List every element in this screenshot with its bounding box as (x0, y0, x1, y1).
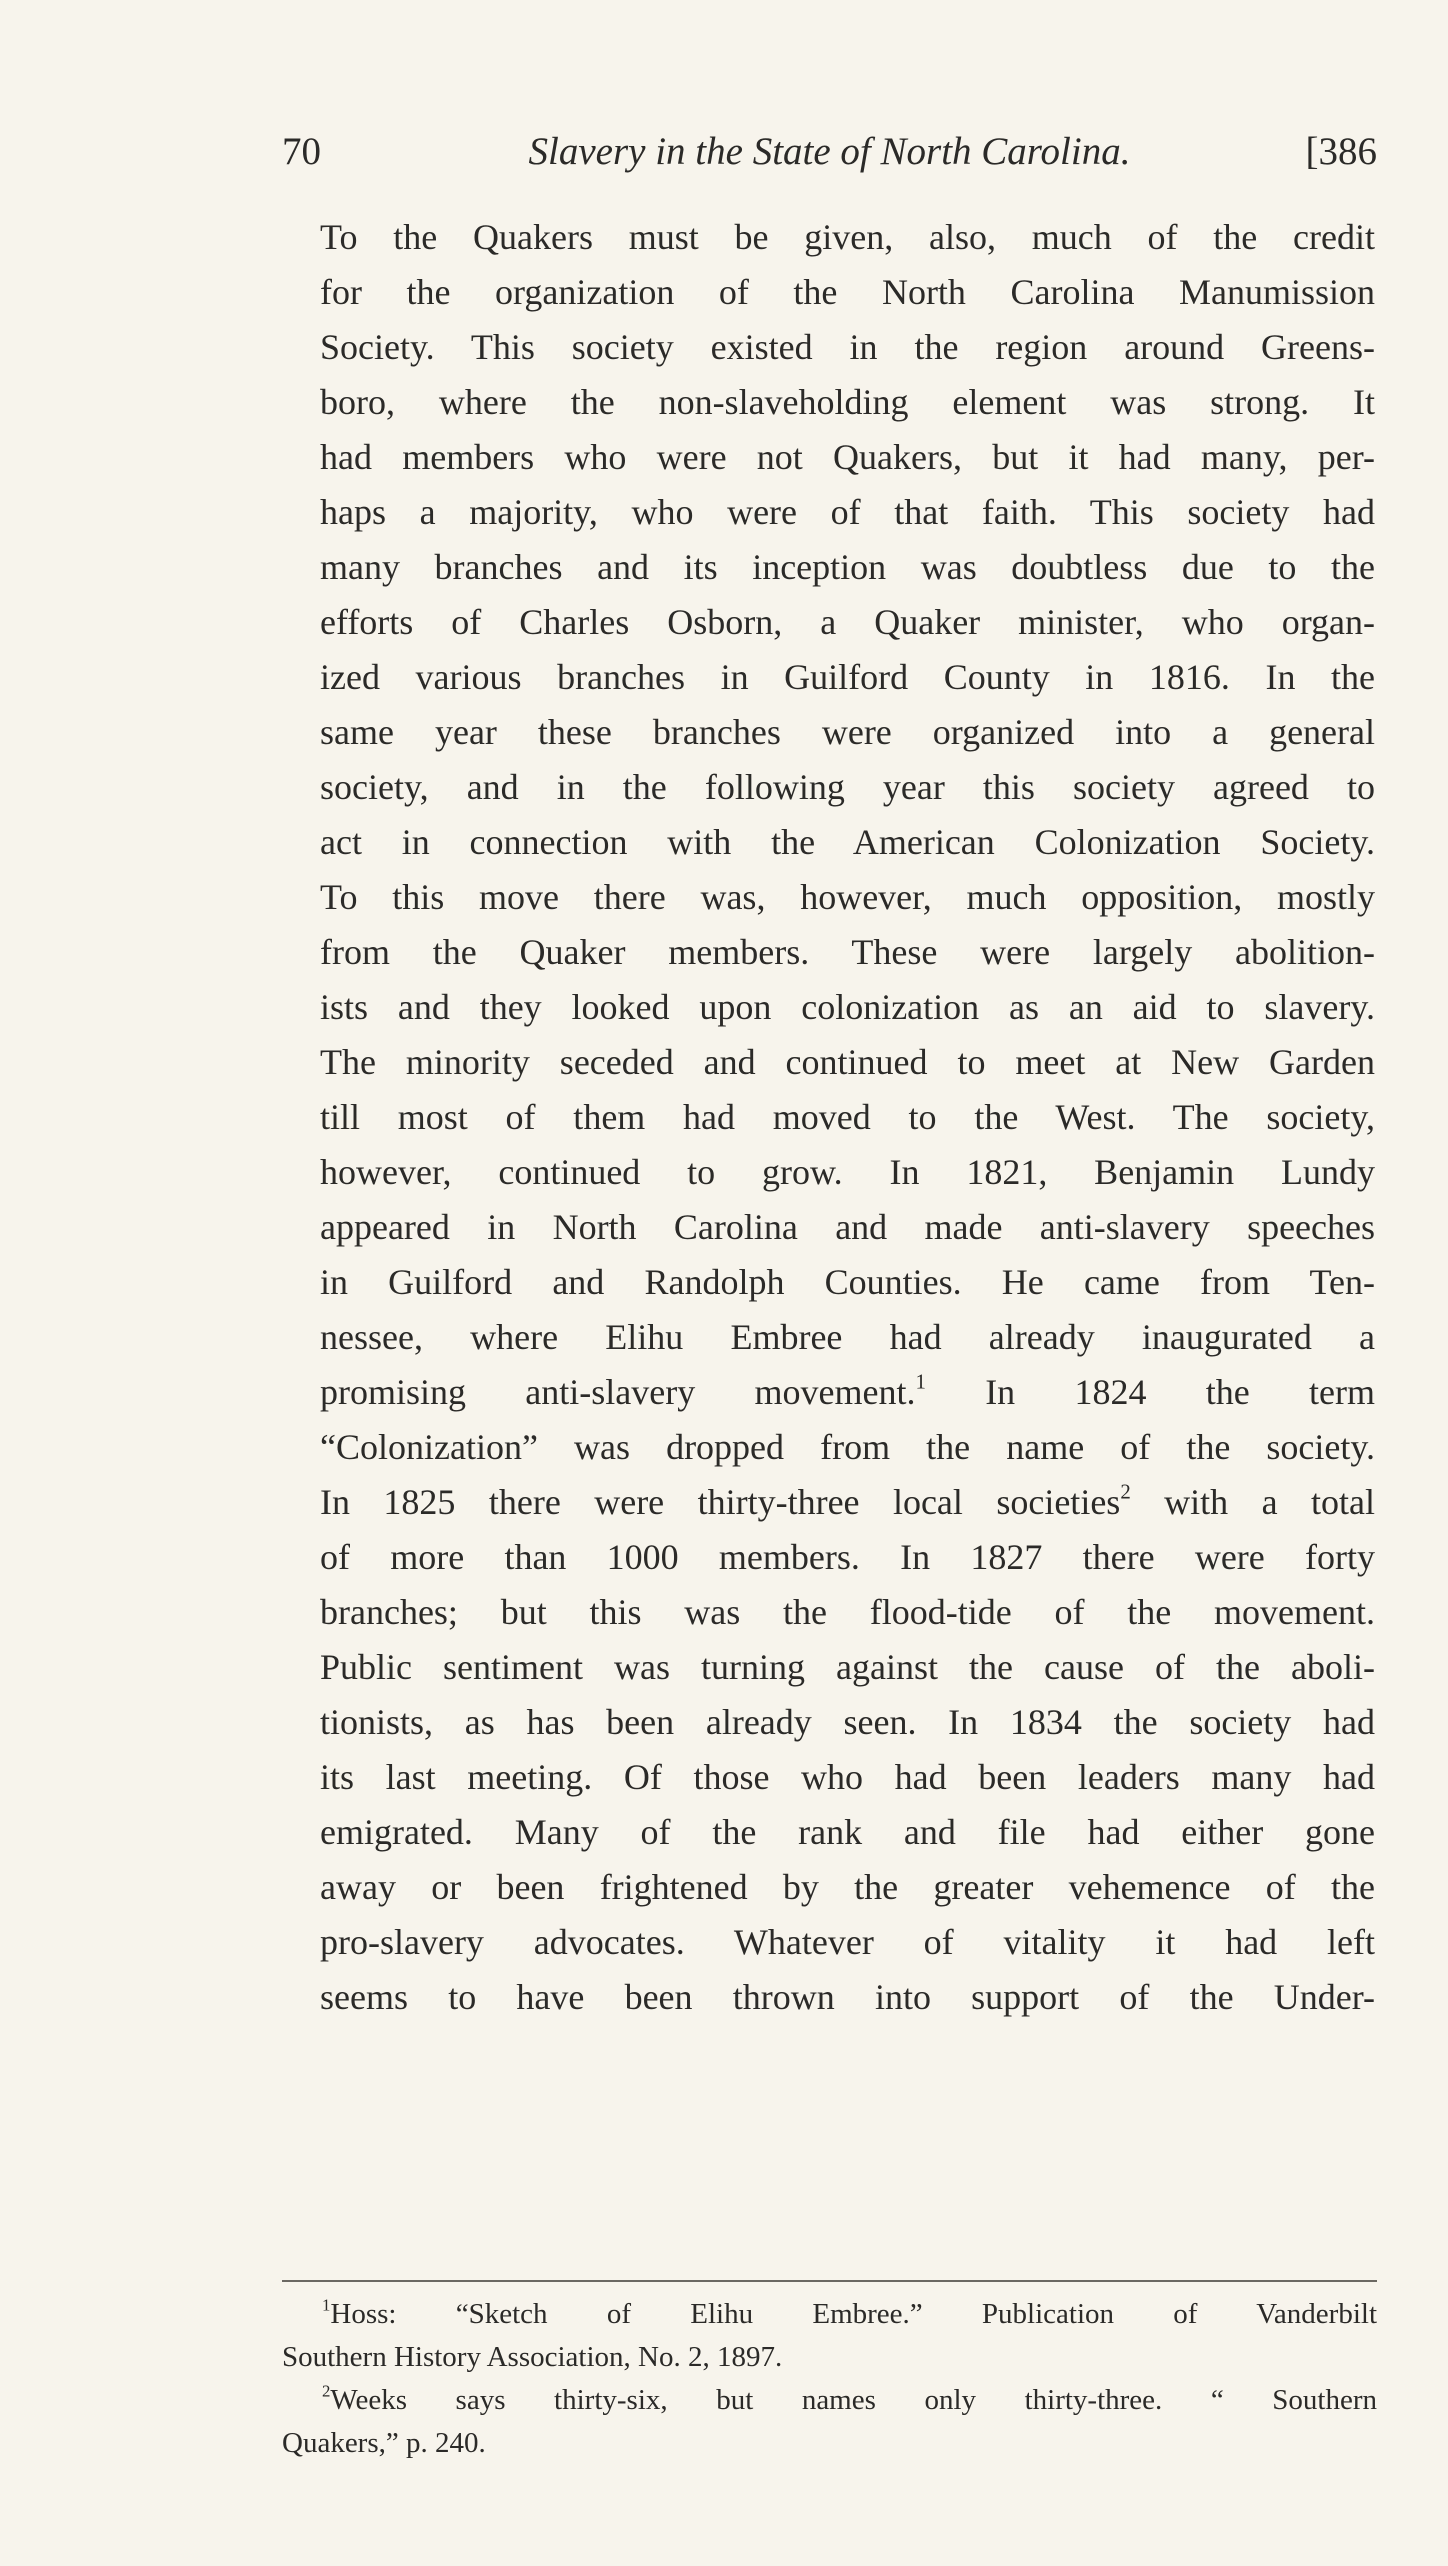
body-line: pro-slavery advocates. Whatever of vitality it had left (320, 1922, 1375, 1962)
body-line: away or been frightened by the greater vehemence of the (320, 1867, 1375, 1907)
body-line: “Colonization” was dropped from the name of the society. (320, 1427, 1375, 1467)
footnote-text: Weeks says thirty-six, but names only thirty-three. “ Southern (330, 2384, 1377, 2416)
body-line: ized various branches in Guilford County in 1816. In the (320, 657, 1375, 697)
text-segment: promising anti-slavery movement. (320, 1372, 916, 1412)
body-line-footnote-ref-2 (320, 1475, 1375, 1530)
body-line: To the Quakers must be given, also, much of the credit (320, 217, 1375, 257)
body-line: nessee, where Elihu Embree had already inaugurated a (320, 1317, 1375, 1357)
body-line: for the organization of the North Carolina Manumission (320, 272, 1375, 312)
running-title: Slavery in the State of North Carolina. (528, 130, 1131, 173)
text-segment: In 1824 the term (925, 1372, 1375, 1412)
body-line: many branches and its inception was doubtless due to the (320, 547, 1375, 587)
footnotes (282, 2293, 1377, 2465)
page-header (282, 122, 1377, 182)
footnote-reference-2[interactable]: 2 (1120, 1479, 1131, 1504)
body-line-footnote-ref-1 (320, 1365, 1375, 1420)
body-line: society, and in the following year this society agreed to (320, 767, 1375, 807)
body-line: efforts of Charles Osborn, a Quaker minister, who organ- (320, 602, 1375, 642)
body-line: boro, where the non-slaveholding element was strong. It (320, 382, 1375, 422)
footnote-divider (282, 2280, 1377, 2282)
footnote-1 (282, 2293, 1377, 2336)
body-line: seems to have been thrown into support of the Under- (320, 1977, 1375, 2017)
body-line: from the Quaker members. These were largely abolition- (320, 932, 1375, 972)
footnote-marker: 1 (322, 2295, 331, 2315)
body-line: Public sentiment was turning against the cause of the aboli- (320, 1647, 1375, 1687)
body-line: branches; but this was the flood-tide of the movement. (320, 1592, 1375, 1632)
body-line: act in connection with the American Colonization Society. (320, 822, 1375, 862)
body-line: emigrated. Many of the rank and file had either gone (320, 1812, 1375, 1852)
footnote-2 (282, 2379, 1377, 2422)
body-line: its last meeting. Of those who had been leaders many had (320, 1757, 1375, 1797)
footnote-2-continuation: Quakers,” p. 240. (282, 2427, 486, 2459)
page-number: 70 (282, 130, 321, 173)
footnote-1-continuation: Southern History Association, No. 2, 1897. (282, 2341, 783, 2373)
body-line: Society. This society existed in the region around Greens- (320, 327, 1375, 367)
body-line: ists and they looked upon colonization as an aid to slavery. (320, 987, 1375, 1027)
body-line: till most of them had moved to the West. The society, (320, 1097, 1375, 1137)
body-line: however, continued to grow. In 1821, Benjamin Lundy (320, 1152, 1375, 1192)
footnote-marker: 2 (322, 2381, 331, 2401)
text-segment: In 1825 there were thirty-three local societies (320, 1482, 1121, 1522)
body-line: in Guilford and Randolph Counties. He came from Ten- (320, 1262, 1375, 1302)
footnote-reference-1[interactable]: 1 (915, 1369, 926, 1394)
body-line: tionists, as has been already seen. In 1834 the society had (320, 1702, 1375, 1742)
body-paragraph (320, 210, 1375, 2025)
original-page-number: [386 (1305, 130, 1377, 173)
text-segment: with a total (1130, 1482, 1376, 1522)
body-line: haps a majority, who were of that faith. This society had (320, 492, 1375, 532)
body-line: To this move there was, however, much opposition, mostly (320, 877, 1375, 917)
body-line: same year these branches were organized into a general (320, 712, 1375, 752)
body-line: of more than 1000 members. In 1827 there were forty (320, 1537, 1375, 1577)
body-line: The minority seceded and continued to meet at New Garden (320, 1042, 1375, 1082)
body-line: had members who were not Quakers, but it had many, per- (320, 437, 1375, 477)
body-line: appeared in North Carolina and made anti-slavery speeches (320, 1207, 1375, 1247)
footnote-text: Hoss: “Sketch of Elihu Embree.” Publication of Vanderbilt (330, 2298, 1377, 2330)
